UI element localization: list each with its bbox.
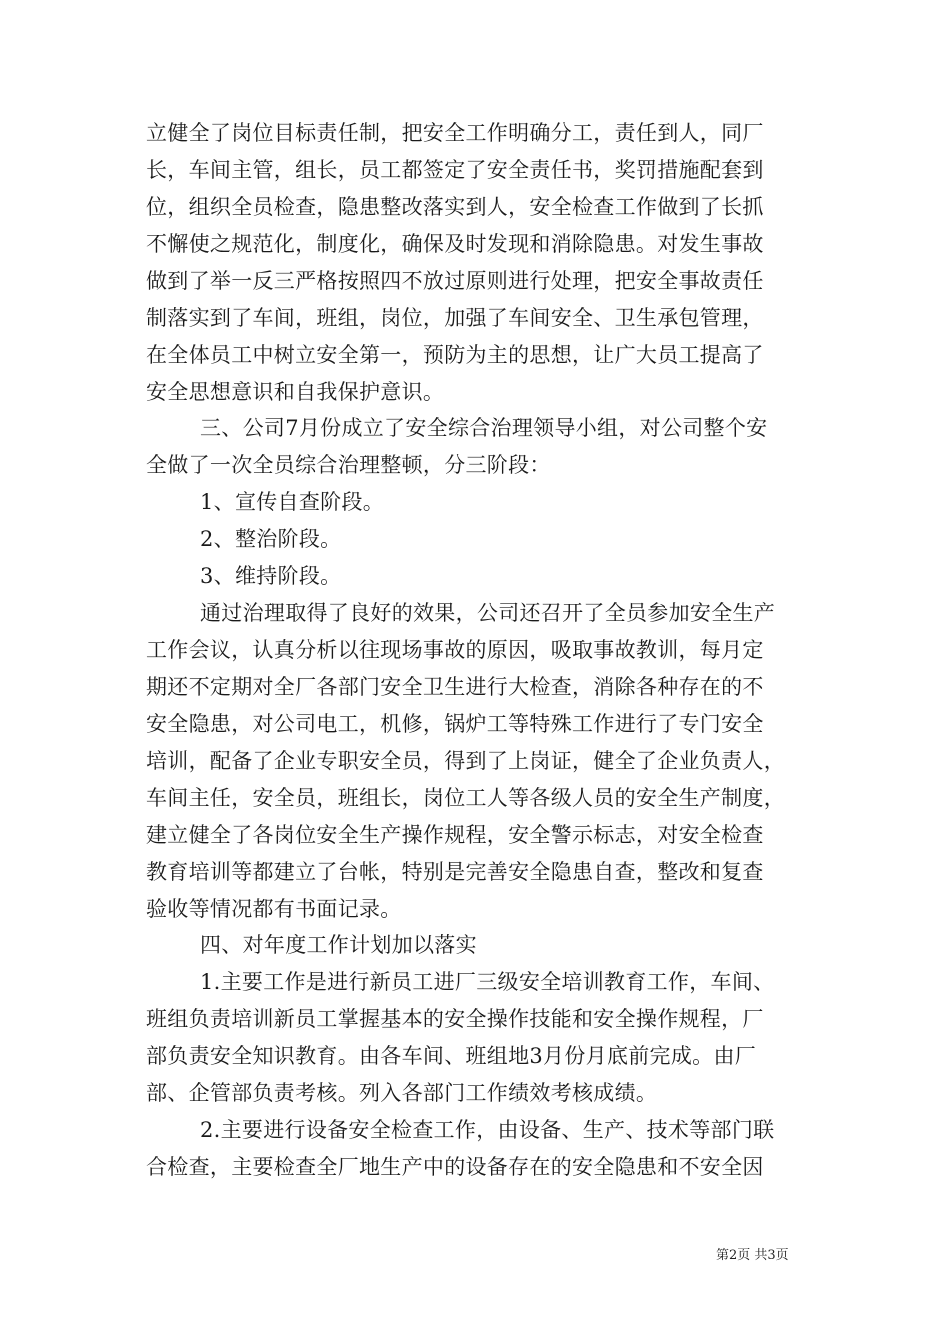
list-item: 2、整治阶段。 [200, 527, 342, 551]
text-line: 部负责安全知识教育。由各车间、班组地3月份月底前完成。由厂 [146, 1044, 757, 1068]
text-line: 安全思想意识和自我保护意识。 [146, 380, 445, 404]
section-heading-3: 三、公司7月份成立了安全综合治理领导小组，对公司整个安 [200, 416, 768, 440]
section-heading-4: 四、对年度工作计划加以落实 [200, 933, 477, 957]
text-line: 1.主要工作是进行新员工进厂三级安全培训教育工作，车间、 [200, 970, 775, 994]
text-line: 立健全了岗位目标责任制，把安全工作明确分工，责任到人，同厂 [146, 121, 764, 145]
text-line: 做到了举一反三严格按照四不放过原则进行处理，把安全事故责任 [146, 269, 764, 293]
text-line: 2.主要进行设备安全检查工作，由设备、生产、技术等部门联 [200, 1118, 775, 1142]
text-line: 期还不定期对全厂各部门安全卫生进行大检查，消除各种存在的不 [146, 675, 764, 699]
text-line: 长，车间主管，组长，员工都签定了安全责任书，奖罚措施配套到 [146, 158, 764, 182]
text-line: 培训，配备了企业专职安全员，得到了上岗证，健全了企业负责人， [146, 749, 785, 773]
page-number: 第2页 共3页 [716, 1248, 789, 1263]
list-item: 1、宣传自查阶段。 [200, 490, 385, 514]
text-line: 工作会议，认真分析以往现场事故的原因，吸取事故教训，每月定 [146, 638, 764, 662]
text-line: 位，组织全员检查，隐患整改落实到人，安全检查工作做到了长抓 [146, 195, 764, 219]
text-line: 部、企管部负责考核。列入各部门工作绩效考核成绩。 [146, 1081, 658, 1105]
text-line: 制落实到了车间，班组，岗位，加强了车间安全、卫生承包管理， [146, 306, 764, 330]
text-line: 建立健全了各岗位安全生产操作规程，安全警示标志，对安全检查 [146, 823, 764, 847]
text-line: 在全体员工中树立安全第一，预防为主的思想，让广大员工提高了 [146, 343, 764, 367]
text-line: 不懈使之规范化，制度化，确保及时发现和消除隐患。对发生事故 [146, 232, 764, 256]
list-item: 3、维持阶段。 [200, 564, 342, 588]
text-line: 全做了一次全员综合治理整顿，分三阶段： [146, 453, 551, 477]
text-line: 合检查，主要检查全厂地生产中的设备存在的安全隐患和不安全因 [146, 1155, 764, 1179]
text-line: 验收等情况都有书面记录。 [146, 897, 402, 921]
text-line: 车间主任，安全员，班组长，岗位工人等各级人员的安全生产制度， [146, 786, 785, 810]
text-line: 班组负责培训新员工掌握基本的安全操作技能和安全操作规程，厂 [146, 1007, 764, 1031]
text-line: 教育培训等都建立了台帐，特别是完善安全隐患自查，整改和复查 [146, 860, 764, 884]
text-line: 通过治理取得了良好的效果，公司还召开了全员参加安全生产 [200, 601, 776, 625]
text-line: 安全隐患，对公司电工，机修，锅炉工等特殊工作进行了专门安全 [146, 712, 764, 736]
